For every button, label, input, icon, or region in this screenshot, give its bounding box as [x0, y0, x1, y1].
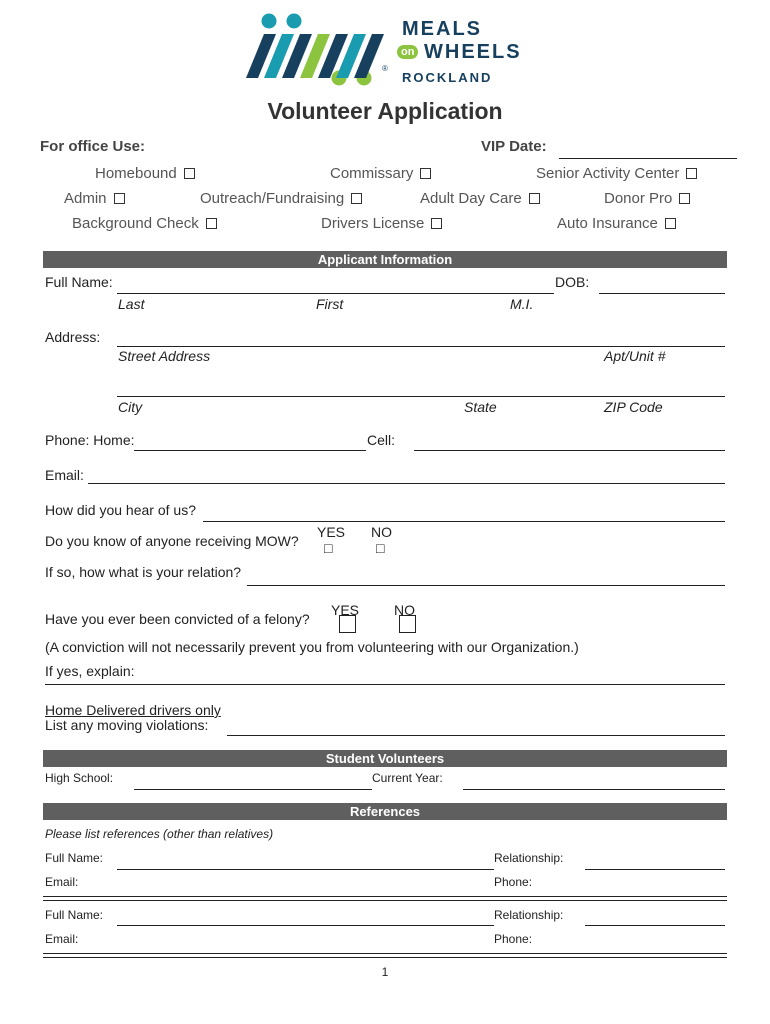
office-outreach[interactable]: Outreach/Fundraising — [200, 190, 362, 207]
references-note: Please list references (other than relatives) — [45, 827, 274, 841]
felony-no-label: NO — [394, 602, 415, 618]
felony-no-checkbox[interactable] — [399, 615, 416, 633]
ref2-full-name-label: Full Name: — [45, 908, 104, 922]
ref1-full-name-field[interactable] — [117, 869, 494, 870]
hear-field[interactable] — [203, 521, 725, 522]
background-checkbox[interactable] — [206, 218, 217, 229]
logo-meals: MEALS — [402, 18, 482, 40]
adult-day-checkbox[interactable] — [529, 193, 540, 204]
dob-field[interactable] — [599, 293, 725, 294]
cell-label: Cell: — [367, 432, 396, 448]
office-commissary[interactable]: Commissary — [330, 165, 431, 182]
office-use-label: For office Use: — [40, 138, 146, 155]
page-title: Volunteer Application — [267, 98, 503, 124]
logo-on-badge: on — [397, 45, 418, 59]
felony-yes-label: YES — [331, 602, 360, 618]
page-number: 1 — [381, 965, 389, 979]
vip-date-label: VIP Date: — [481, 138, 547, 155]
phone-home-field[interactable] — [134, 450, 366, 451]
office-admin[interactable]: Admin — [64, 190, 125, 207]
references-section-header: References — [43, 803, 727, 820]
zip-caption: ZIP Code — [604, 399, 663, 415]
felony-label: Have you ever been convicted of a felony? — [45, 611, 310, 627]
state-caption: State — [464, 399, 497, 415]
logo-trademark: ® — [382, 64, 388, 73]
ref2-separator-2 — [43, 957, 727, 958]
email-label: Email: — [45, 467, 84, 483]
moving-violations-field[interactable] — [227, 735, 725, 736]
apt-caption: Apt/Unit # — [604, 348, 666, 364]
auto-insurance-checkbox[interactable] — [665, 218, 676, 229]
know-mow-no-label: NO — [371, 524, 392, 540]
office-adult-day[interactable]: Adult Day Care — [420, 190, 540, 207]
office-drivers-license[interactable]: Drivers License — [321, 215, 442, 232]
office-donor-pro[interactable]: Donor Pro — [604, 190, 690, 207]
relation-field[interactable] — [247, 585, 725, 586]
ref1-full-name-label: Full Name: — [45, 851, 104, 865]
ref2-separator — [43, 953, 727, 954]
senior-checkbox[interactable] — [686, 168, 697, 179]
office-homebound[interactable]: Homebound — [95, 165, 195, 182]
ref1-relationship-label: Relationship: — [494, 851, 564, 865]
drivers-license-checkbox[interactable] — [431, 218, 442, 229]
street-address-field[interactable] — [117, 346, 725, 347]
logo-rockland: ROCKLAND — [402, 70, 493, 85]
full-name-label: Full Name: — [45, 274, 113, 290]
ref2-phone-label: Phone: — [494, 932, 533, 946]
ref1-email-label: Email: — [45, 875, 79, 889]
student-section-header: Student Volunteers — [43, 750, 727, 767]
ref1-separator-2 — [43, 900, 727, 901]
high-school-field[interactable] — [134, 789, 372, 790]
mi-caption: M.I. — [510, 296, 534, 312]
moving-violations-label: List any moving violations: — [45, 717, 209, 733]
office-background[interactable]: Background Check — [72, 215, 217, 232]
current-year-field[interactable] — [463, 789, 725, 790]
felony-yes-checkbox[interactable] — [339, 615, 356, 633]
home-delivered-label: Home Delivered drivers only — [45, 702, 221, 718]
email-field[interactable] — [88, 483, 725, 484]
ref1-separator — [43, 896, 727, 897]
ref2-email-label: Email: — [45, 932, 79, 946]
know-mow-yes-checkbox[interactable]: □ — [324, 540, 333, 556]
explain-field[interactable] — [45, 684, 725, 685]
last-caption: Last — [118, 296, 145, 312]
office-auto-insurance[interactable]: Auto Insurance — [557, 215, 676, 232]
applicant-section-header: Applicant Information — [43, 251, 727, 268]
ref2-full-name-field[interactable] — [117, 925, 494, 926]
dob-label: DOB: — [555, 274, 590, 290]
vip-date-field[interactable] — [559, 158, 737, 159]
relation-label: If so, how what is your relation? — [45, 564, 242, 580]
ref1-phone-label: Phone: — [494, 875, 533, 889]
logo — [244, 12, 534, 88]
outreach-checkbox[interactable] — [351, 193, 362, 204]
cell-field[interactable] — [414, 450, 725, 451]
hear-label: How did you hear of us? — [45, 502, 196, 518]
street-caption: Street Address — [118, 348, 211, 364]
know-mow-no-checkbox[interactable]: □ — [376, 540, 385, 556]
ref2-relationship-field[interactable] — [585, 925, 725, 926]
explain-label: If yes, explain: — [45, 663, 135, 679]
office-senior[interactable]: Senior Activity Center — [536, 165, 697, 182]
first-caption: First — [316, 296, 344, 312]
logo-mark — [244, 12, 394, 88]
ref2-relationship-label: Relationship: — [494, 908, 564, 922]
full-name-field[interactable] — [117, 293, 554, 294]
city-state-zip-field[interactable] — [117, 396, 725, 397]
phone-home-label: Phone: Home: — [45, 432, 135, 448]
commissary-checkbox[interactable] — [420, 168, 431, 179]
admin-checkbox[interactable] — [114, 193, 125, 204]
logo-wheels: WHEELS — [424, 41, 522, 63]
current-year-label: Current Year: — [372, 771, 443, 785]
know-mow-label: Do you know of anyone receiving MOW? — [45, 533, 299, 549]
donor-pro-checkbox[interactable] — [679, 193, 690, 204]
city-caption: City — [118, 399, 143, 415]
ref1-relationship-field[interactable] — [585, 869, 725, 870]
know-mow-yes-label: YES — [317, 524, 346, 540]
address-label: Address: — [45, 329, 101, 345]
homebound-checkbox[interactable] — [184, 168, 195, 179]
high-school-label: High School: — [45, 771, 114, 785]
conviction-note: (A conviction will not necessarily prevent you from volunteering with our Organization.) — [45, 639, 579, 655]
